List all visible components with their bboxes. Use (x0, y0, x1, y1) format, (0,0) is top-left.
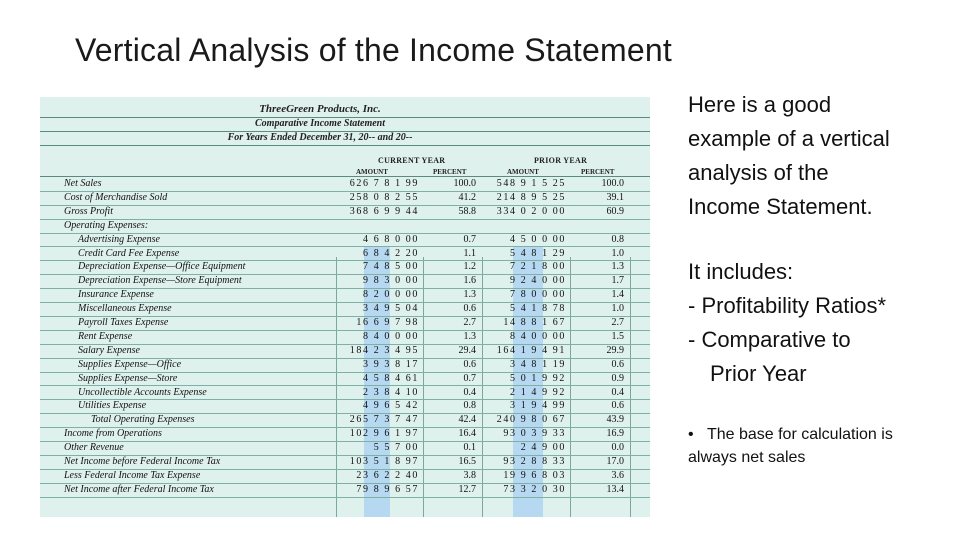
table-row (40, 483, 650, 498)
row-label: Miscellaneous Expense (78, 303, 172, 315)
table-row (40, 205, 650, 220)
current-amount-cell: 368 6 9 9 44 (349, 205, 419, 217)
current-percent-cell: 29.4 (458, 344, 476, 356)
includes-item: - Profitability Ratios* (688, 293, 887, 318)
intro-text (688, 88, 948, 224)
statement-subtitle: Comparative Income Statement (255, 118, 385, 129)
row-label: Supplies Expense—Store (78, 372, 178, 384)
prior-amount-cell: 5 4 8 1 29 (510, 247, 566, 259)
row-label: Other Revenue (64, 442, 124, 454)
current-amount-cell: 16 6 9 7 98 (356, 317, 419, 328)
row-label: Payroll Taxes Expense (78, 317, 169, 328)
prior-percent-cell: 0.6 (611, 400, 624, 412)
current-percent-cell: 58.8 (458, 205, 476, 217)
row-label: Income from Operations (64, 428, 162, 440)
current-percent-cell: 0.6 (463, 358, 476, 370)
current-percent-cell: 41.2 (458, 191, 476, 203)
statement-period: For Years Ended December 31, 20-- and 20-- (227, 132, 413, 143)
current-percent-cell: 100.0 (453, 178, 476, 189)
prior-amount-cell: 9 2 4 0 00 (510, 275, 566, 287)
table-row (40, 441, 650, 456)
current-amount-cell: 7 4 8 5 00 (363, 261, 419, 273)
includes-text (688, 255, 950, 391)
prior-percent-cell: 1.7 (611, 275, 624, 287)
table-row (40, 330, 650, 345)
table-row (40, 386, 650, 401)
current-percent-cell: 0.7 (463, 233, 476, 245)
includes-heading: It includes: (688, 259, 794, 284)
prior-percent-cell: 60.9 (606, 205, 624, 217)
statement-company: ThreeGreen Products, Inc. (259, 103, 381, 115)
prior-percent-cell: 3.6 (611, 469, 624, 481)
header-rule (40, 145, 650, 146)
table-row (40, 316, 650, 331)
prior-percent-cell: 17.0 (606, 456, 624, 467)
current-percent-cell: 0.1 (463, 442, 476, 454)
table-row (40, 427, 650, 442)
current-amount-cell: 5 5 7 00 (373, 442, 419, 454)
current-amount-cell: 4 5 8 4 61 (363, 372, 419, 384)
current-percent-cell: 0.6 (463, 303, 476, 315)
prior-amount-cell: 3 1 9 4 99 (510, 400, 566, 412)
prior-percent-cell: 0.9 (611, 372, 624, 384)
prior-percent-cell: 16.9 (606, 428, 624, 440)
current-amount-cell: 265 7 3 7 47 (349, 414, 419, 426)
prior-percent-cell: 1.4 (611, 289, 624, 301)
current-percent-cell: 1.6 (463, 275, 476, 287)
current-percent-cell: 1.3 (463, 289, 476, 301)
table-row (40, 177, 650, 192)
current-amount-cell: 4 9 6 5 42 (363, 400, 419, 412)
prior-percent-cell: 1.3 (611, 261, 624, 273)
prior-percent-cell: 1.0 (611, 303, 624, 315)
row-label: Net Sales (64, 178, 102, 189)
prior-amount-cell: 8 4 0 0 00 (510, 330, 566, 342)
current-percent-cell: 1.1 (463, 247, 476, 259)
prior-amount-cell: 73 3 2 0 30 (503, 483, 566, 495)
current-amount-cell: 6 8 4 2 20 (363, 247, 419, 259)
prior-amount-cell: 3 4 8 1 19 (510, 358, 566, 370)
row-label: Less Federal Income Tax Expense (64, 469, 201, 481)
table-row (40, 455, 650, 470)
table-row (40, 274, 650, 289)
table-row (40, 219, 650, 234)
table-row (40, 247, 650, 262)
intro-line: Here is a good (688, 92, 832, 117)
row-label: Salary Expense (78, 344, 140, 356)
row-label: Net Income before Federal Income Tax (64, 456, 221, 467)
prior-amount-cell: 7 2 1 8 00 (510, 261, 566, 273)
prior-amount-cell: 5 0 1 9 92 (510, 372, 566, 384)
note-text (688, 423, 948, 469)
table-row (40, 288, 650, 303)
prior-percent-cell: 1.0 (611, 247, 624, 259)
note-line: The base for calculation is (706, 426, 893, 443)
table-row (40, 358, 650, 373)
row-label: Cost of Merchandise Sold (64, 191, 168, 203)
prior-amount-cell: 93 2 8 8 33 (503, 456, 566, 467)
row-label: Total Operating Expenses (91, 414, 195, 426)
prior-percent-header: PERCENT (581, 168, 615, 176)
income-statement-image (40, 97, 650, 517)
current-amount-header: AMOUNT (356, 168, 388, 176)
note-line: always net sales (688, 449, 806, 466)
current-amount-cell: 4 6 8 0 00 (363, 233, 419, 245)
prior-amount-cell: 14 8 8 1 67 (503, 317, 566, 328)
current-amount-cell: 2 3 8 4 10 (363, 386, 419, 398)
current-amount-cell: 79 8 9 6 57 (356, 483, 419, 495)
intro-line: Income Statement. (688, 194, 873, 219)
prior-percent-cell: 0.0 (611, 442, 624, 454)
table-row (40, 372, 650, 387)
prior-percent-cell: 29.9 (606, 344, 624, 356)
row-label: Depreciation Expense—Office Equipment (78, 261, 246, 273)
prior-percent-cell: 100.0 (601, 178, 624, 189)
current-percent-cell: 2.7 (463, 317, 476, 328)
prior-amount-cell: 2 1 4 9 92 (510, 386, 566, 398)
table-row (40, 302, 650, 317)
current-amount-cell: 184 2 3 4 95 (349, 344, 419, 356)
prior-year-header: PRIOR YEAR (534, 156, 588, 165)
prior-amount-cell: 4 5 0 0 00 (510, 233, 566, 245)
prior-amount-cell: 334 0 2 0 00 (496, 205, 566, 217)
prior-amount-cell: 19 9 6 8 03 (503, 469, 566, 481)
prior-amount-cell: 548 9 1 5 25 (496, 178, 566, 189)
row-label: Advertising Expense (78, 233, 160, 245)
includes-item-continued: Prior Year (710, 361, 807, 386)
current-amount-cell: 102 9 6 1 97 (349, 428, 419, 440)
current-percent-cell: 1.3 (463, 330, 476, 342)
current-year-header: CURRENT YEAR (378, 156, 446, 165)
current-percent-cell: 16.4 (458, 428, 476, 440)
intro-line: analysis of the (688, 160, 829, 185)
row-label: Insurance Expense (78, 289, 154, 301)
prior-percent-cell: 1.5 (611, 330, 624, 342)
current-amount-cell: 258 0 8 2 55 (349, 191, 419, 203)
bullet-icon: • (688, 426, 694, 443)
current-amount-cell: 626 7 8 1 99 (349, 178, 419, 189)
prior-amount-cell: 2 4 9 00 (520, 442, 566, 454)
prior-percent-cell: 0.6 (611, 358, 624, 370)
current-percent-cell: 12.7 (458, 483, 476, 495)
prior-amount-header: AMOUNT (507, 168, 539, 176)
prior-percent-cell: 0.8 (611, 233, 624, 245)
table-row (40, 191, 650, 206)
table-row (40, 233, 650, 248)
table-row (40, 260, 650, 275)
current-amount-cell: 3 9 3 8 17 (363, 358, 419, 370)
current-percent-header: PERCENT (433, 168, 467, 176)
current-percent-cell: 3.8 (463, 469, 476, 481)
prior-amount-cell: 5 4 1 8 78 (510, 303, 566, 315)
current-amount-cell: 9 8 3 0 00 (363, 275, 419, 287)
table-row (40, 399, 650, 414)
current-percent-cell: 0.8 (463, 400, 476, 412)
table-row (40, 413, 650, 428)
includes-item: - Comparative to (688, 327, 851, 352)
row-label: Gross Profit (64, 205, 113, 217)
prior-amount-cell: 93 0 3 9 33 (503, 428, 566, 440)
current-percent-cell: 0.4 (463, 386, 476, 398)
intro-line: example of a vertical (688, 126, 890, 151)
prior-percent-cell: 13.4 (606, 483, 624, 495)
current-amount-cell: 8 2 0 0 00 (363, 289, 419, 301)
prior-percent-cell: 39.1 (606, 191, 624, 203)
row-label: Rent Expense (78, 330, 133, 342)
row-label: Operating Expenses: (64, 219, 149, 231)
table-row (40, 344, 650, 359)
current-amount-cell: 103 5 1 8 97 (349, 456, 419, 467)
prior-amount-cell: 240 9 8 0 67 (496, 414, 566, 426)
row-label: Utilities Expense (78, 400, 147, 412)
prior-percent-cell: 2.7 (611, 317, 624, 328)
prior-amount-cell: 7 8 0 0 00 (510, 289, 566, 301)
current-percent-cell: 42.4 (458, 414, 476, 426)
prior-percent-cell: 43.9 (606, 414, 624, 426)
row-label: Depreciation Expense—Store Equipment (78, 275, 242, 287)
current-amount-cell: 3 4 9 5 04 (363, 303, 419, 315)
row-label: Credit Card Fee Expense (78, 247, 180, 259)
row-label: Uncollectible Accounts Expense (78, 386, 207, 398)
prior-amount-cell: 214 8 9 5 25 (496, 191, 566, 203)
prior-amount-cell: 164 1 9 4 91 (496, 344, 566, 356)
table-row (40, 469, 650, 484)
row-label: Net Income after Federal Income Tax (64, 483, 214, 495)
current-amount-cell: 23 6 2 2 40 (356, 469, 419, 481)
slide-title: Vertical Analysis of the Income Statement (75, 32, 672, 68)
current-percent-cell: 0.7 (463, 372, 476, 384)
current-amount-cell: 8 4 0 0 00 (363, 330, 419, 342)
row-label: Supplies Expense—Office (78, 358, 182, 370)
current-percent-cell: 16.5 (458, 456, 476, 467)
prior-percent-cell: 0.4 (611, 386, 624, 398)
current-percent-cell: 1.2 (463, 261, 476, 273)
